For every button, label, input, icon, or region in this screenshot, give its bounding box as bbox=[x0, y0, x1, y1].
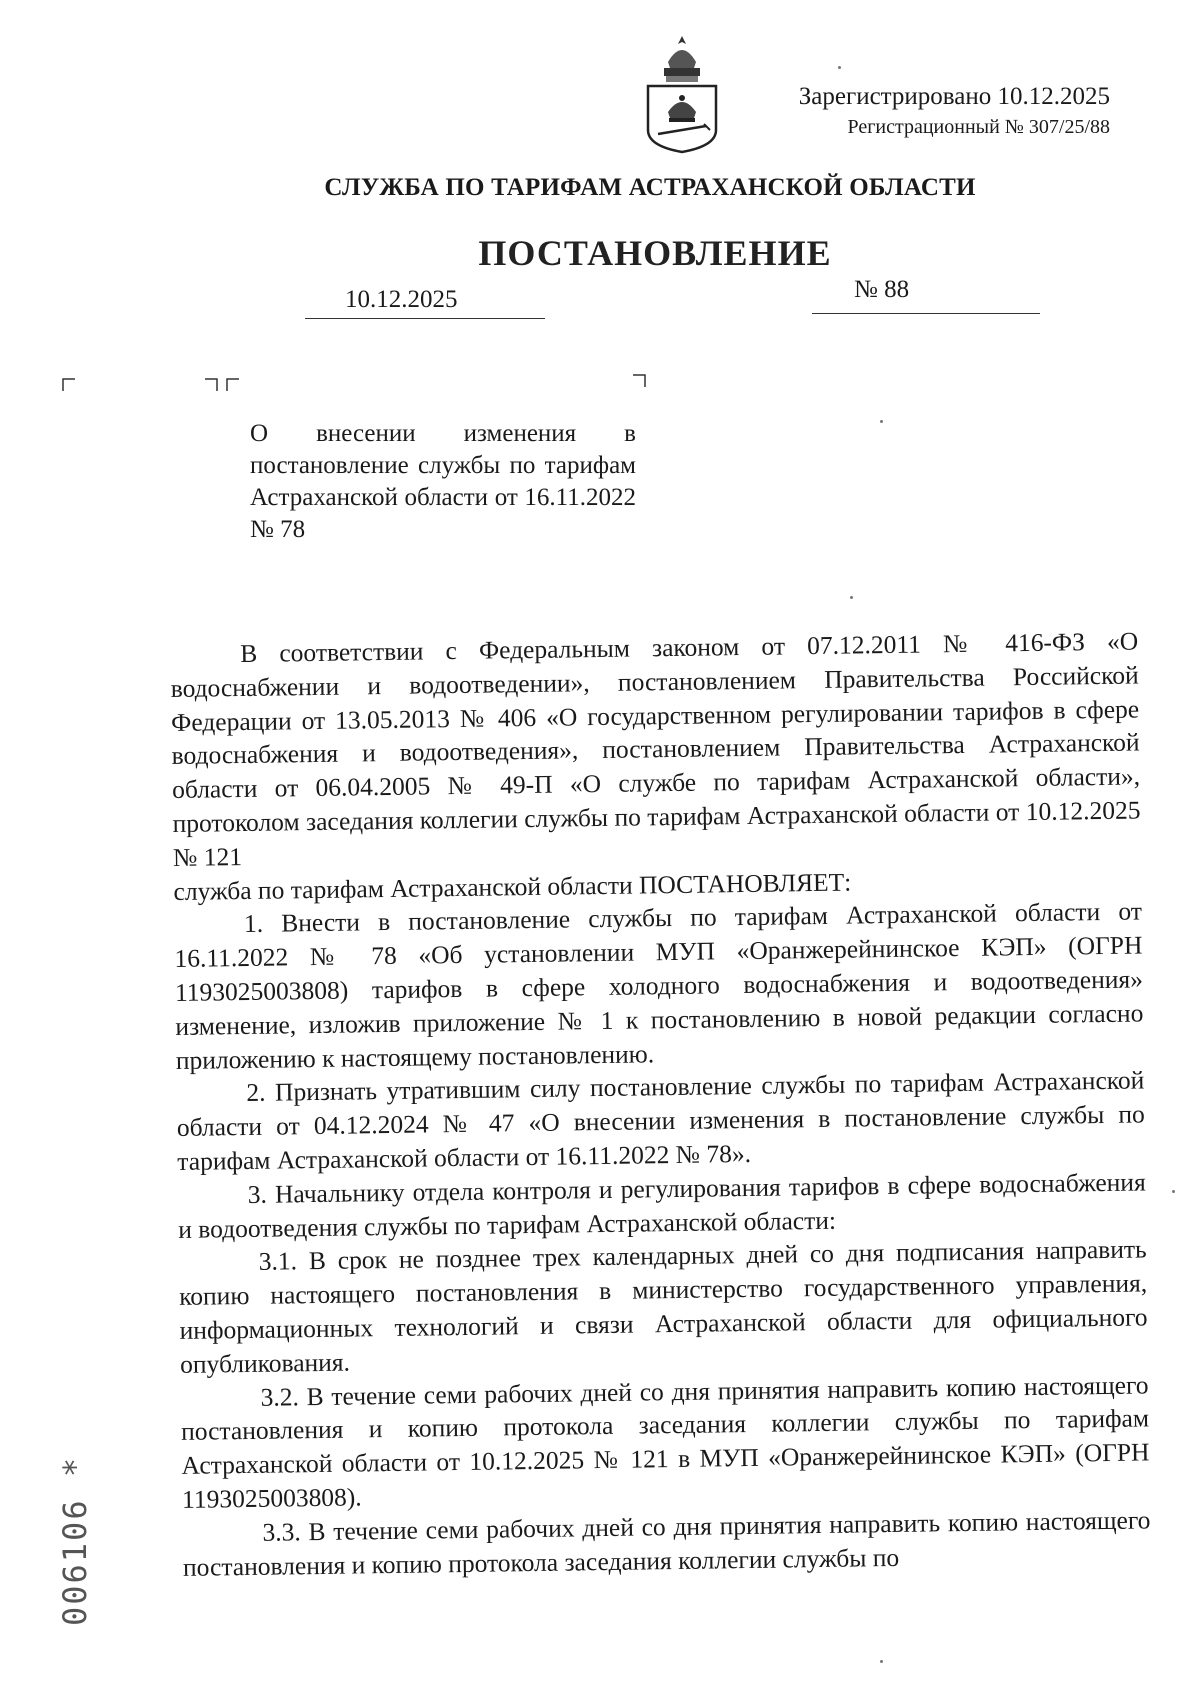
corner-mark-icon bbox=[204, 378, 218, 392]
item-3-paragraph: 3. Начальнику отдела контроля и регулирования тарифов в сфере водоснабжения и водоотведения службы по тарифам Астраханской области: bbox=[178, 1167, 1146, 1244]
document-number: № 88 bbox=[812, 272, 1040, 314]
item-3-2-paragraph: 3.2. В течение семи рабочих дней со дня принятия направить копию настоящего постановления и копию протокола заседания коллегии службы по тарифам Астраханской области от 10.12.2025 № 121 в МУП «Оранжерейнинское КЭП» (ОГРН 1193025003808). bbox=[180, 1369, 1150, 1514]
coat-of-arms-icon bbox=[644, 34, 720, 154]
item-3-3-paragraph: 3.3. В течение семи рабочих дней со дня принятия направить копию настоящего постановления и копию протокола заседания коллегии службы по bbox=[182, 1505, 1151, 1582]
registration-date: Зарегистрировано 10.12.2025 bbox=[798, 83, 1110, 110]
document-type: ПОСТАНОВЛЕНИЕ bbox=[478, 233, 832, 273]
corner-mark-icon bbox=[62, 378, 76, 392]
item-1-paragraph: 1. Внести в постановление службы по тарифам Астраханской области от 16.11.2022 № 78 «Об установлении МУП «Оранжерейнинское КЭП» (ОГРН 1193025003808) тарифов в сфере холодного водоснабжения и водоотведения» изменение, изложив приложение № 1 к постановлению в новой редакции согласно приложению к настоящему постановлению. bbox=[174, 896, 1144, 1075]
corner-mark-icon bbox=[632, 374, 646, 388]
margin-stamp: 006106 * bbox=[56, 1455, 94, 1626]
scan-speck bbox=[880, 420, 883, 423]
preamble-paragraph: В соответствии с Федеральным законом от 07.12.2011 № 416-ФЗ «О водоснабжении и водоотведении», постановлением Правительства Российской Федерации от 13.05.2013 № 406 «О государственном регулировании тарифов в сфере водоснабжения и водоотведения», постановлением Правительства Астраханской области от 06.04.2005 № 49-П «О службе по тарифам Астраханской области», протоколом заседания коллегии службы по тарифам Астраханской области от 10.12.2025 № 121 bbox=[170, 626, 1141, 872]
scan-speck bbox=[880, 1660, 883, 1663]
document-body bbox=[170, 624, 1151, 1584]
scan-speck bbox=[838, 66, 841, 69]
registration-block bbox=[799, 80, 1110, 140]
agency-name: СЛУЖБА ПО ТАРИФАМ АСТРАХАНСКОЙ ОБЛАСТИ bbox=[324, 174, 976, 201]
item-2-paragraph: 2. Признать утратившим силу постановление службы по тарифам Астраханской области от 04.12.2024 № 47 «О внесении изменения в постановление службы по тарифам Астраханской области от 16.11.2022 № 78». bbox=[176, 1065, 1145, 1176]
scan-speck bbox=[850, 596, 853, 599]
document-subject: О внесении изменения в постановление службы по тарифам Астраханской области от 16.11.2022 № 78 bbox=[250, 420, 636, 543]
corner-mark-icon bbox=[226, 378, 240, 392]
item-3-1-paragraph: 3.1. В срок не позднее трех календарных дней со дня подписания направить копию настоящего постановления в министерство государственного управления, информационных технологий и связи Астраханской области для официального опубликования. bbox=[178, 1234, 1148, 1379]
resolves-line: служба по тарифам Астраханской области ПОСТАНОВЛЯЕТ: bbox=[173, 867, 852, 906]
document-date: 10.12.2025 bbox=[305, 282, 545, 319]
registration-number: Регистрационный № 307/25/88 bbox=[847, 116, 1110, 138]
scan-speck bbox=[1172, 1190, 1175, 1193]
